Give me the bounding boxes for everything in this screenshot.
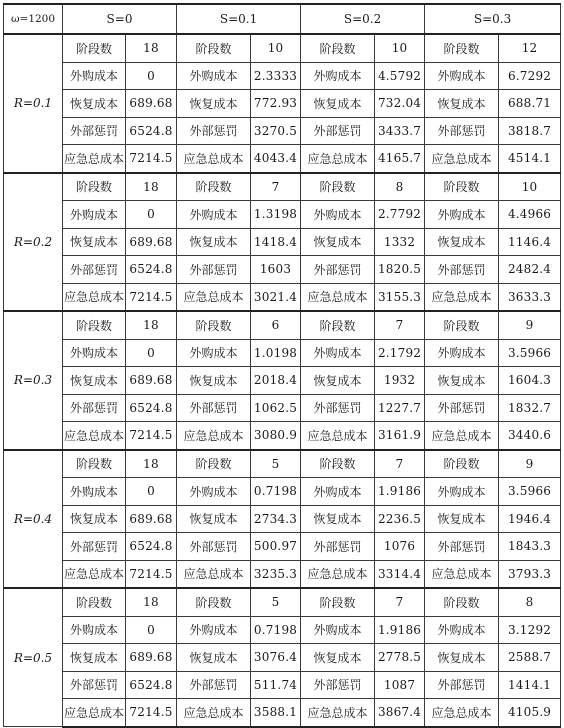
metric-value: 1843.3 [499,533,561,561]
metric-value: 3021.4 [251,283,301,311]
metric-label: 恢复成本 [177,228,251,256]
metric-label: 应急总成本 [301,699,375,727]
metric-value: 2482.4 [499,256,561,284]
metric-value: 0 [126,201,177,229]
metric-label: 阶段数 [177,34,251,62]
s-header-0: S=0 [63,4,177,34]
metric-label: 外部惩罚 [177,671,251,699]
metric-label: 外部惩罚 [301,533,375,561]
metric-value: 7 [375,450,425,478]
metric-label: 外部惩罚 [301,256,375,284]
metric-label: 应急总成本 [301,283,375,311]
metric-value: 7214.5 [126,560,177,588]
metric-value: 1932 [375,367,425,395]
table-row [4,34,561,62]
metric-label: 外部惩罚 [425,671,499,699]
metric-label: 应急总成本 [301,560,375,588]
metric-value: 18 [126,173,177,201]
metric-value: 2236.5 [375,505,425,533]
metric-value: 689.68 [126,644,177,672]
group-r-1 [4,173,561,312]
metric-value: 3867.4 [375,699,425,727]
metric-label: 应急总成本 [63,283,126,311]
metric-value: 8 [375,173,425,201]
metric-label: 应急总成本 [301,422,375,450]
metric-label: 外购成本 [301,616,375,644]
metric-value: 7214.5 [126,145,177,173]
table-row [4,367,561,395]
table-row [4,478,561,506]
metric-value: 1820.5 [375,256,425,284]
metric-value: 5 [251,450,301,478]
metric-label: 阶段数 [425,450,499,478]
header-row [4,4,561,34]
metric-value: 7214.5 [126,422,177,450]
metric-label: 恢复成本 [177,367,251,395]
metric-value: 1418.4 [251,228,301,256]
metric-value: 1146.4 [499,228,561,256]
table-row [4,117,561,145]
metric-label: 阶段数 [63,173,126,201]
metric-label: 外购成本 [177,478,251,506]
metric-value: 688.71 [499,90,561,118]
metric-value: 18 [126,588,177,616]
metric-label: 阶段数 [177,588,251,616]
metric-value: 3793.3 [499,560,561,588]
metric-value: 6524.8 [126,394,177,422]
metric-label: 阶段数 [63,311,126,339]
metric-label: 应急总成本 [63,699,126,727]
metric-value: 3235.3 [251,560,301,588]
table-row [4,588,561,616]
metric-value: 10 [251,34,301,62]
metric-value: 18 [126,450,177,478]
metric-value: 4514.1 [499,145,561,173]
metric-label: 外购成本 [63,62,126,90]
metric-label: 外部惩罚 [63,533,126,561]
metric-value: 3.1292 [499,616,561,644]
metric-label: 恢复成本 [425,644,499,672]
metric-label: 外购成本 [301,62,375,90]
metric-value: 6524.8 [126,671,177,699]
metric-label: 应急总成本 [425,283,499,311]
table-row [4,145,561,173]
metric-value: 1.3198 [251,201,301,229]
metric-label: 恢复成本 [177,505,251,533]
metric-value: 1076 [375,533,425,561]
metric-label: 外部惩罚 [63,117,126,145]
metric-label: 应急总成本 [425,560,499,588]
metric-label: 外购成本 [177,62,251,90]
metric-value: 0 [126,478,177,506]
metric-value: 18 [126,34,177,62]
metric-label: 外购成本 [425,62,499,90]
table-row [4,173,561,201]
metric-value: 7214.5 [126,283,177,311]
metric-label: 恢复成本 [301,367,375,395]
metric-label: 阶段数 [425,173,499,201]
metric-value: 7 [375,311,425,339]
metric-value: 0.7198 [251,616,301,644]
metric-value: 10 [499,173,561,201]
metric-value: 0.7198 [251,478,301,506]
metric-value: 5 [251,588,301,616]
metric-label: 应急总成本 [63,560,126,588]
metric-value: 1946.4 [499,505,561,533]
table-row [4,228,561,256]
table-row [4,90,561,118]
metric-value: 0 [126,616,177,644]
metric-label: 恢复成本 [425,367,499,395]
metric-label: 外部惩罚 [177,117,251,145]
metric-value: 500.97 [251,533,301,561]
metric-label: 外部惩罚 [425,394,499,422]
metric-value: 1604.3 [499,367,561,395]
metric-value: 3588.1 [251,699,301,727]
metric-label: 外购成本 [177,616,251,644]
metric-label: 恢复成本 [63,367,126,395]
metric-label: 阶段数 [425,311,499,339]
metric-value: 4165.7 [375,145,425,173]
metric-value: 1832.7 [499,394,561,422]
metric-value: 6524.8 [126,533,177,561]
metric-value: 1087 [375,671,425,699]
s-header-3: S=0.3 [425,4,561,34]
metric-label: 外购成本 [425,201,499,229]
metric-label: 应急总成本 [425,145,499,173]
metric-value: 689.68 [126,367,177,395]
metric-label: 外部惩罚 [425,117,499,145]
metric-label: 应急总成本 [177,145,251,173]
metric-value: 9 [499,450,561,478]
table-container [3,3,561,728]
metric-label: 外部惩罚 [63,671,126,699]
metric-value: 6524.8 [126,117,177,145]
metric-value: 3161.9 [375,422,425,450]
metric-value: 3433.7 [375,117,425,145]
metric-label: 恢复成本 [63,228,126,256]
metric-label: 阶段数 [301,311,375,339]
r-label: R=0.1 [4,34,63,173]
metric-value: 689.68 [126,228,177,256]
metric-value: 3314.4 [375,560,425,588]
group-r-4 [4,588,561,727]
metric-value: 7214.5 [126,699,177,727]
metric-label: 应急总成本 [177,422,251,450]
table-row [4,311,561,339]
metric-value: 6.7292 [499,62,561,90]
table-row [4,505,561,533]
corner-label: ω=1200 [4,4,63,34]
metric-value: 511.74 [251,671,301,699]
table-row [4,450,561,478]
metric-value: 6524.8 [126,256,177,284]
metric-value: 3633.3 [499,283,561,311]
metric-label: 阶段数 [177,450,251,478]
metric-label: 外部惩罚 [301,394,375,422]
group-r-0 [4,34,561,173]
metric-label: 外部惩罚 [425,533,499,561]
metric-value: 2.3333 [251,62,301,90]
metric-label: 外部惩罚 [425,256,499,284]
table-row [4,560,561,588]
metric-value: 4.5792 [375,62,425,90]
metric-value: 3080.9 [251,422,301,450]
table-row [4,283,561,311]
metric-label: 外购成本 [425,339,499,367]
metric-label: 外购成本 [177,201,251,229]
metric-label: 恢复成本 [425,90,499,118]
table-row [4,644,561,672]
metric-value: 18 [126,311,177,339]
metric-label: 外部惩罚 [63,256,126,284]
s-header-1: S=0.1 [177,4,301,34]
metric-value: 9 [499,311,561,339]
metric-label: 阶段数 [177,173,251,201]
metric-value: 7 [251,173,301,201]
metric-value: 0 [126,339,177,367]
metric-label: 应急总成本 [63,145,126,173]
metric-label: 恢复成本 [425,505,499,533]
metric-value: 4.4966 [499,201,561,229]
metric-value: 4043.4 [251,145,301,173]
metric-value: 1.9186 [375,616,425,644]
metric-label: 应急总成本 [425,422,499,450]
metric-value: 3440.6 [499,422,561,450]
r-label: R=0.4 [4,450,63,589]
metric-value: 3076.4 [251,644,301,672]
metric-label: 恢复成本 [63,505,126,533]
metric-label: 应急总成本 [177,699,251,727]
group-r-3 [4,450,561,589]
metric-value: 1.0198 [251,339,301,367]
metric-label: 阶段数 [301,450,375,478]
metric-value: 1414.1 [499,671,561,699]
metric-label: 应急总成本 [425,699,499,727]
metric-label: 外购成本 [301,478,375,506]
metric-label: 应急总成本 [63,422,126,450]
metric-label: 恢复成本 [301,90,375,118]
table-row [4,422,561,450]
metric-label: 阶段数 [177,311,251,339]
metric-label: 外购成本 [63,339,126,367]
metric-value: 4105.9 [499,699,561,727]
metric-label: 外部惩罚 [63,394,126,422]
metric-label: 恢复成本 [301,505,375,533]
metric-value: 2588.7 [499,644,561,672]
metric-label: 外购成本 [63,201,126,229]
metric-value: 3155.3 [375,283,425,311]
metric-label: 阶段数 [301,173,375,201]
r-label: R=0.3 [4,311,63,450]
metric-value: 2018.4 [251,367,301,395]
metric-value: 772.93 [251,90,301,118]
metric-label: 外购成本 [301,201,375,229]
metric-label: 阶段数 [425,34,499,62]
metric-value: 3.5966 [499,339,561,367]
metric-label: 外购成本 [177,339,251,367]
metric-value: 3270.5 [251,117,301,145]
metric-value: 2.7792 [375,201,425,229]
metric-value: 732.04 [375,90,425,118]
table-row [4,339,561,367]
metric-value: 3818.7 [499,117,561,145]
metric-label: 恢复成本 [177,90,251,118]
metric-label: 阶段数 [63,34,126,62]
metric-value: 2734.3 [251,505,301,533]
metric-label: 外购成本 [425,478,499,506]
metric-label: 恢复成本 [177,644,251,672]
metric-value: 1062.5 [251,394,301,422]
table-row [4,62,561,90]
metric-label: 外购成本 [63,616,126,644]
metric-label: 恢复成本 [63,644,126,672]
metric-value: 2778.5 [375,644,425,672]
table-row [4,256,561,284]
table-row [4,671,561,699]
metric-label: 恢复成本 [301,644,375,672]
r-label: R=0.5 [4,588,63,727]
metric-value: 0 [126,62,177,90]
metric-value: 1603 [251,256,301,284]
metric-value: 1.9186 [375,478,425,506]
table-row [4,533,561,561]
metric-value: 689.68 [126,505,177,533]
metric-value: 2.1792 [375,339,425,367]
table-row [4,394,561,422]
metric-label: 外购成本 [63,478,126,506]
metric-label: 外部惩罚 [301,117,375,145]
metric-value: 689.68 [126,90,177,118]
table-row [4,616,561,644]
metric-value: 1227.7 [375,394,425,422]
metric-label: 应急总成本 [177,560,251,588]
metric-value: 8 [499,588,561,616]
metric-value: 10 [375,34,425,62]
table-row [4,201,561,229]
metric-value: 6 [251,311,301,339]
metric-label: 外部惩罚 [177,533,251,561]
metric-label: 应急总成本 [177,283,251,311]
metric-label: 恢复成本 [63,90,126,118]
metric-label: 阶段数 [63,450,126,478]
group-r-2 [4,311,561,450]
metric-value: 1332 [375,228,425,256]
metric-label: 阶段数 [301,588,375,616]
metric-label: 阶段数 [63,588,126,616]
metric-label: 恢复成本 [301,228,375,256]
metric-label: 外购成本 [425,616,499,644]
metric-label: 阶段数 [425,588,499,616]
metric-label: 外部惩罚 [301,671,375,699]
table-row [4,699,561,727]
metric-value: 3.5966 [499,478,561,506]
metric-value: 12 [499,34,561,62]
metric-label: 外部惩罚 [177,256,251,284]
cost-table [3,3,561,728]
metric-label: 恢复成本 [425,228,499,256]
metric-label: 外购成本 [301,339,375,367]
metric-label: 应急总成本 [301,145,375,173]
metric-label: 外部惩罚 [177,394,251,422]
r-label: R=0.2 [4,173,63,312]
metric-value: 7 [375,588,425,616]
metric-label: 阶段数 [301,34,375,62]
s-header-2: S=0.2 [301,4,425,34]
